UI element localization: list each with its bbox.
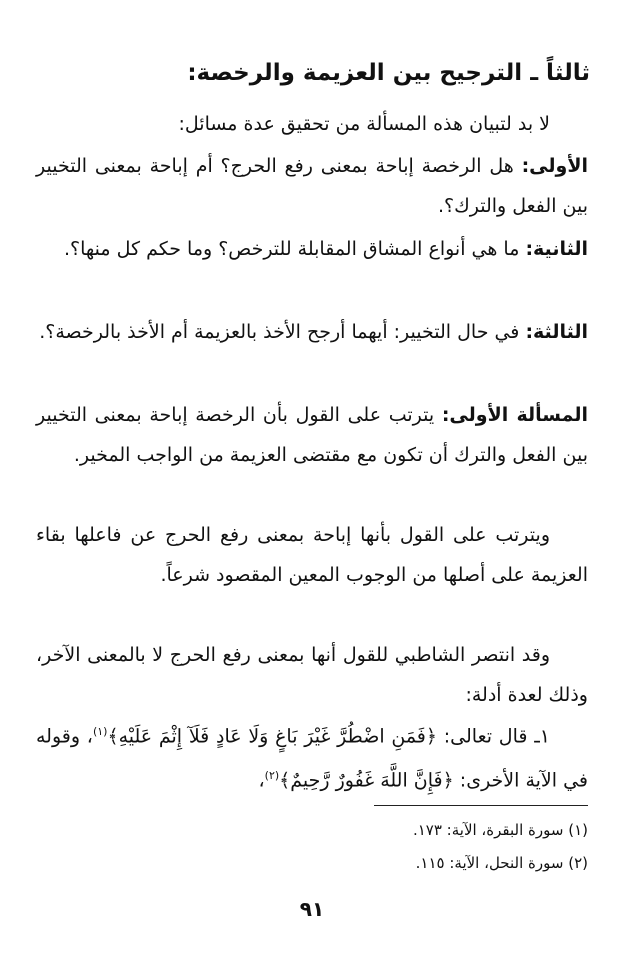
paragraph-second: ويترتب على القول بأنها إباحة بمعنى رفع الحرج عن فاعلها بقاء العزيمة على أصلها من الوجوب المعين المقصود شرعاً. xyxy=(36,524,588,586)
issue-first xyxy=(36,395,588,475)
quran-verse-first: ﴿فَمَنِ اضْطُرَّ غَيْرَ بَاغٍ وَلَا عَادٍ فَلَآ إِثْمَ عَلَيْهِ﴾ xyxy=(107,725,438,748)
question-third-label: الثالثة: xyxy=(525,321,588,343)
question-second xyxy=(36,229,588,269)
evidence-first xyxy=(36,712,588,801)
issue-first-label: المسألة الأولى: xyxy=(441,404,588,426)
footnote-first: (١) سورة البقرة، الآية: ١٧٣. xyxy=(412,821,588,839)
footnote-ref-first: (١) xyxy=(92,725,108,738)
issue-first-text: يترتب على القول بأن الرخصة إباحة بمعنى التخيير بين الفعل والترك أن تكون مع مقتضى العزيمة من الواجب المخير. xyxy=(36,404,588,466)
quran-verse-second: ﴿فَإِنَّ اللَّهَ غَفُورٌ رَّحِيمٌ﴾ xyxy=(279,769,454,792)
section-heading: ثالثاً ـ الترجيح بين العزيمة والرخصة: xyxy=(187,60,590,86)
evidence-suffix: ، xyxy=(258,769,265,792)
intro-paragraph: لا بد لتبيان هذه المسألة من تحقيق عدة مسائل: xyxy=(178,113,550,135)
footnote-ref-second: (٢) xyxy=(264,769,280,783)
question-third-text: في حال التخيير: أيهما أرجح الأخذ بالعزيمة أم الأخذ بالرخصة؟. xyxy=(39,321,526,343)
paragraph-third: وقد انتصر الشاطبي للقول أنها بمعنى رفع الحرج لا بالمعنى الآخر، وذلك لعدة أدلة: xyxy=(36,644,588,706)
footnote-divider xyxy=(374,805,588,806)
question-first-text: هل الرخصة إباحة بمعنى رفع الحرج؟ أم إباحة بمعنى التخيير بين الفعل والترك؟. xyxy=(36,155,588,217)
page-number: ٩١ xyxy=(299,897,325,921)
question-first-label: الأولى: xyxy=(521,155,588,177)
footnote-second: (٢) سورة النحل، الآية: ١١٥. xyxy=(415,854,588,872)
question-first xyxy=(36,146,588,226)
question-second-label: الثانية: xyxy=(525,238,588,260)
question-second-text: ما هي أنواع المشاق المقابلة للترخص؟ وما حكم كل منها؟. xyxy=(64,238,526,260)
evidence-middle: ، وقوله في الآية الأخرى: xyxy=(36,725,588,792)
evidence-prefix: ١ـ قال تعالى: xyxy=(437,725,550,748)
question-third xyxy=(36,312,588,352)
